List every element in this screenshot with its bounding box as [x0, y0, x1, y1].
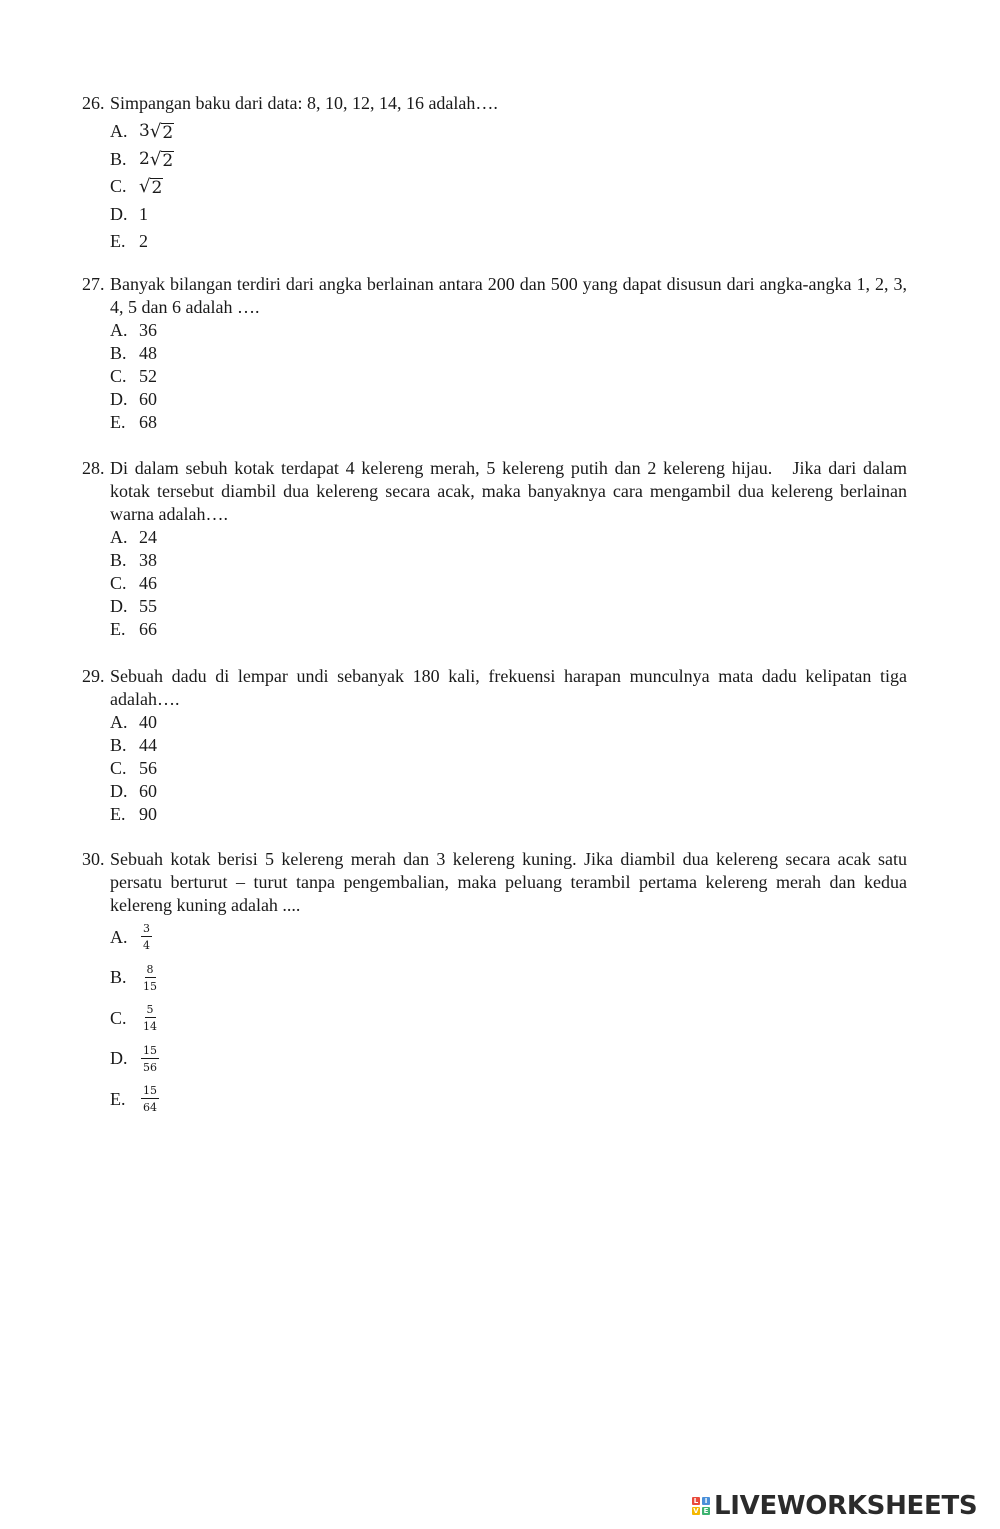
question-number: 28. [82, 458, 105, 478]
option-letter: A. [110, 121, 128, 142]
option-letter: D. [110, 781, 128, 801]
option-letter: E. [110, 1088, 126, 1109]
option-list [82, 711, 907, 826]
denominator: 56 [143, 1060, 157, 1074]
option-d[interactable] [110, 1039, 907, 1080]
option-a[interactable] [110, 526, 907, 549]
option-letter: D. [110, 1048, 128, 1069]
option-letter: A. [110, 320, 128, 340]
option-list [82, 917, 907, 1120]
radicand: 2 [151, 178, 163, 199]
option-letter: A. [110, 712, 128, 732]
option-letter: C. [110, 366, 127, 386]
coefficient: 2 [139, 148, 150, 169]
denominator: 14 [143, 1020, 157, 1034]
option-c[interactable] [110, 757, 907, 780]
numerator: 8 [146, 962, 154, 976]
radical-expression [139, 120, 174, 143]
option-b[interactable] [110, 734, 907, 757]
root-sign: √ [149, 121, 162, 143]
question-text: Sebuah dadu di lempar undi sebanyak 180 kali, frekuensi harapan munculnya mata dadu kelipatan tiga adalah…. [110, 666, 907, 709]
option-letter: B. [110, 735, 127, 755]
question-number: 27. [82, 274, 105, 294]
option-letter: C. [110, 758, 127, 778]
option-e[interactable] [110, 228, 907, 256]
logo-cell: V [693, 1507, 699, 1515]
denominator: 4 [143, 939, 150, 953]
option-e[interactable] [110, 803, 907, 826]
option-c[interactable] [110, 365, 907, 388]
option-letter: D. [110, 389, 128, 409]
numerator: 5 [146, 1003, 154, 1017]
option-value: 90 [139, 804, 157, 824]
question-number: 26. [82, 93, 105, 113]
option-letter: A. [110, 926, 128, 947]
option-c[interactable] [110, 173, 907, 201]
option-b[interactable] [110, 958, 907, 999]
option-letter: E. [110, 412, 126, 432]
question-29 [82, 665, 907, 826]
option-a[interactable] [110, 319, 907, 342]
numerator: 15 [143, 1084, 157, 1098]
option-b[interactable] [110, 342, 907, 365]
fraction [141, 1044, 159, 1074]
numerator: 15 [143, 1043, 157, 1057]
option-value: 60 [139, 389, 157, 409]
question-28 [82, 457, 912, 641]
option-letter: B. [110, 967, 127, 988]
root-sign: √ [139, 176, 151, 198]
fraction [141, 1003, 159, 1033]
question-stem [82, 92, 907, 115]
question-27 [82, 273, 907, 434]
option-letter: B. [110, 148, 127, 169]
option-d[interactable] [110, 201, 907, 229]
question-number: 29. [82, 666, 105, 686]
liveworksheets-logo [692, 1487, 977, 1525]
option-value: 60 [139, 781, 157, 801]
radical-expression [139, 175, 163, 198]
option-letter: C. [110, 1007, 127, 1028]
fraction [141, 922, 152, 952]
question-stem [82, 848, 907, 917]
option-value: 36 [139, 320, 157, 340]
option-list [82, 118, 907, 256]
option-d[interactable] [110, 595, 907, 618]
option-value: 66 [139, 619, 157, 639]
option-list [82, 319, 907, 434]
question-text: Sebuah kotak berisi 5 kelereng merah dan 3 kelereng kuning. Jika diambil dua kelereng secara acak satu persatu berturut – turut tanpa pengembalian, maka peluang terambil pertama kelereng merah dan kedua kelereng kuning adalah .... [110, 849, 907, 915]
denominator: 15 [143, 979, 157, 993]
option-value: 38 [139, 550, 157, 570]
question-stem [82, 457, 912, 526]
denominator: 64 [143, 1101, 157, 1115]
option-b[interactable] [110, 146, 907, 174]
question-stem [82, 665, 907, 711]
option-letter: D. [110, 596, 128, 616]
option-e[interactable] [110, 1079, 907, 1120]
option-value: 56 [139, 758, 157, 778]
option-value: 52 [139, 366, 157, 386]
question-text: Di dalam sebuh kotak terdapat 4 kelereng merah, 5 kelereng putih dan 2 kelereng hijau. Jika dari dalam kotak tersebut diambil dua kelereng secara acak, maka banyaknya cara mengambil dua kelereng berlainan warna adalah…. [110, 458, 912, 524]
fraction [141, 1084, 159, 1114]
logo-text: LIVEWORKSHEETS [714, 1491, 978, 1521]
option-letter: A. [110, 527, 128, 547]
fraction [141, 963, 159, 993]
question-30 [82, 848, 907, 1120]
option-e[interactable] [110, 618, 907, 641]
logo-icon [692, 1497, 710, 1515]
option-value: 1 [139, 203, 148, 224]
option-b[interactable] [110, 549, 907, 572]
option-letter: C. [110, 573, 127, 593]
question-text: Banyak bilangan terdiri dari angka berlainan antara 200 dan 500 yang dapat disusun dari angka-angka 1, 2, 3, 4, 5 dan 6 adalah …. [110, 274, 907, 317]
option-c[interactable] [110, 572, 907, 595]
radicand: 2 [162, 150, 174, 171]
root-sign: √ [149, 148, 162, 170]
option-letter: B. [110, 343, 127, 363]
option-letter: C. [110, 176, 127, 197]
logo-cell: L [693, 1497, 699, 1505]
option-letter: D. [110, 203, 128, 224]
option-value: 24 [139, 527, 157, 547]
option-d[interactable] [110, 388, 907, 411]
option-c[interactable] [110, 998, 907, 1039]
option-a[interactable] [110, 711, 907, 734]
logo-cell: E [703, 1507, 709, 1515]
option-value: 40 [139, 712, 157, 732]
option-value: 44 [139, 735, 157, 755]
option-letter: E. [110, 231, 126, 252]
option-letter: E. [110, 804, 126, 824]
option-d[interactable] [110, 780, 907, 803]
option-a[interactable] [110, 118, 907, 146]
question-26 [82, 92, 907, 256]
option-value: 68 [139, 412, 157, 432]
option-letter: B. [110, 550, 127, 570]
coefficient: 3 [139, 121, 150, 142]
option-a[interactable] [110, 917, 907, 958]
option-value: 48 [139, 343, 157, 363]
question-stem [82, 273, 907, 319]
radicand: 2 [162, 123, 174, 144]
question-text: Simpangan baku dari data: 8, 10, 12, 14, 16 adalah…. [110, 93, 498, 113]
option-value: 2 [139, 231, 148, 252]
option-letter: E. [110, 619, 126, 639]
radical-expression [139, 148, 174, 171]
option-value: 46 [139, 573, 157, 593]
option-e[interactable] [110, 411, 907, 434]
option-value: 55 [139, 596, 157, 616]
logo-cell: I [702, 1497, 710, 1505]
option-list [82, 526, 907, 641]
numerator: 3 [143, 922, 150, 936]
question-number: 30. [82, 849, 105, 869]
